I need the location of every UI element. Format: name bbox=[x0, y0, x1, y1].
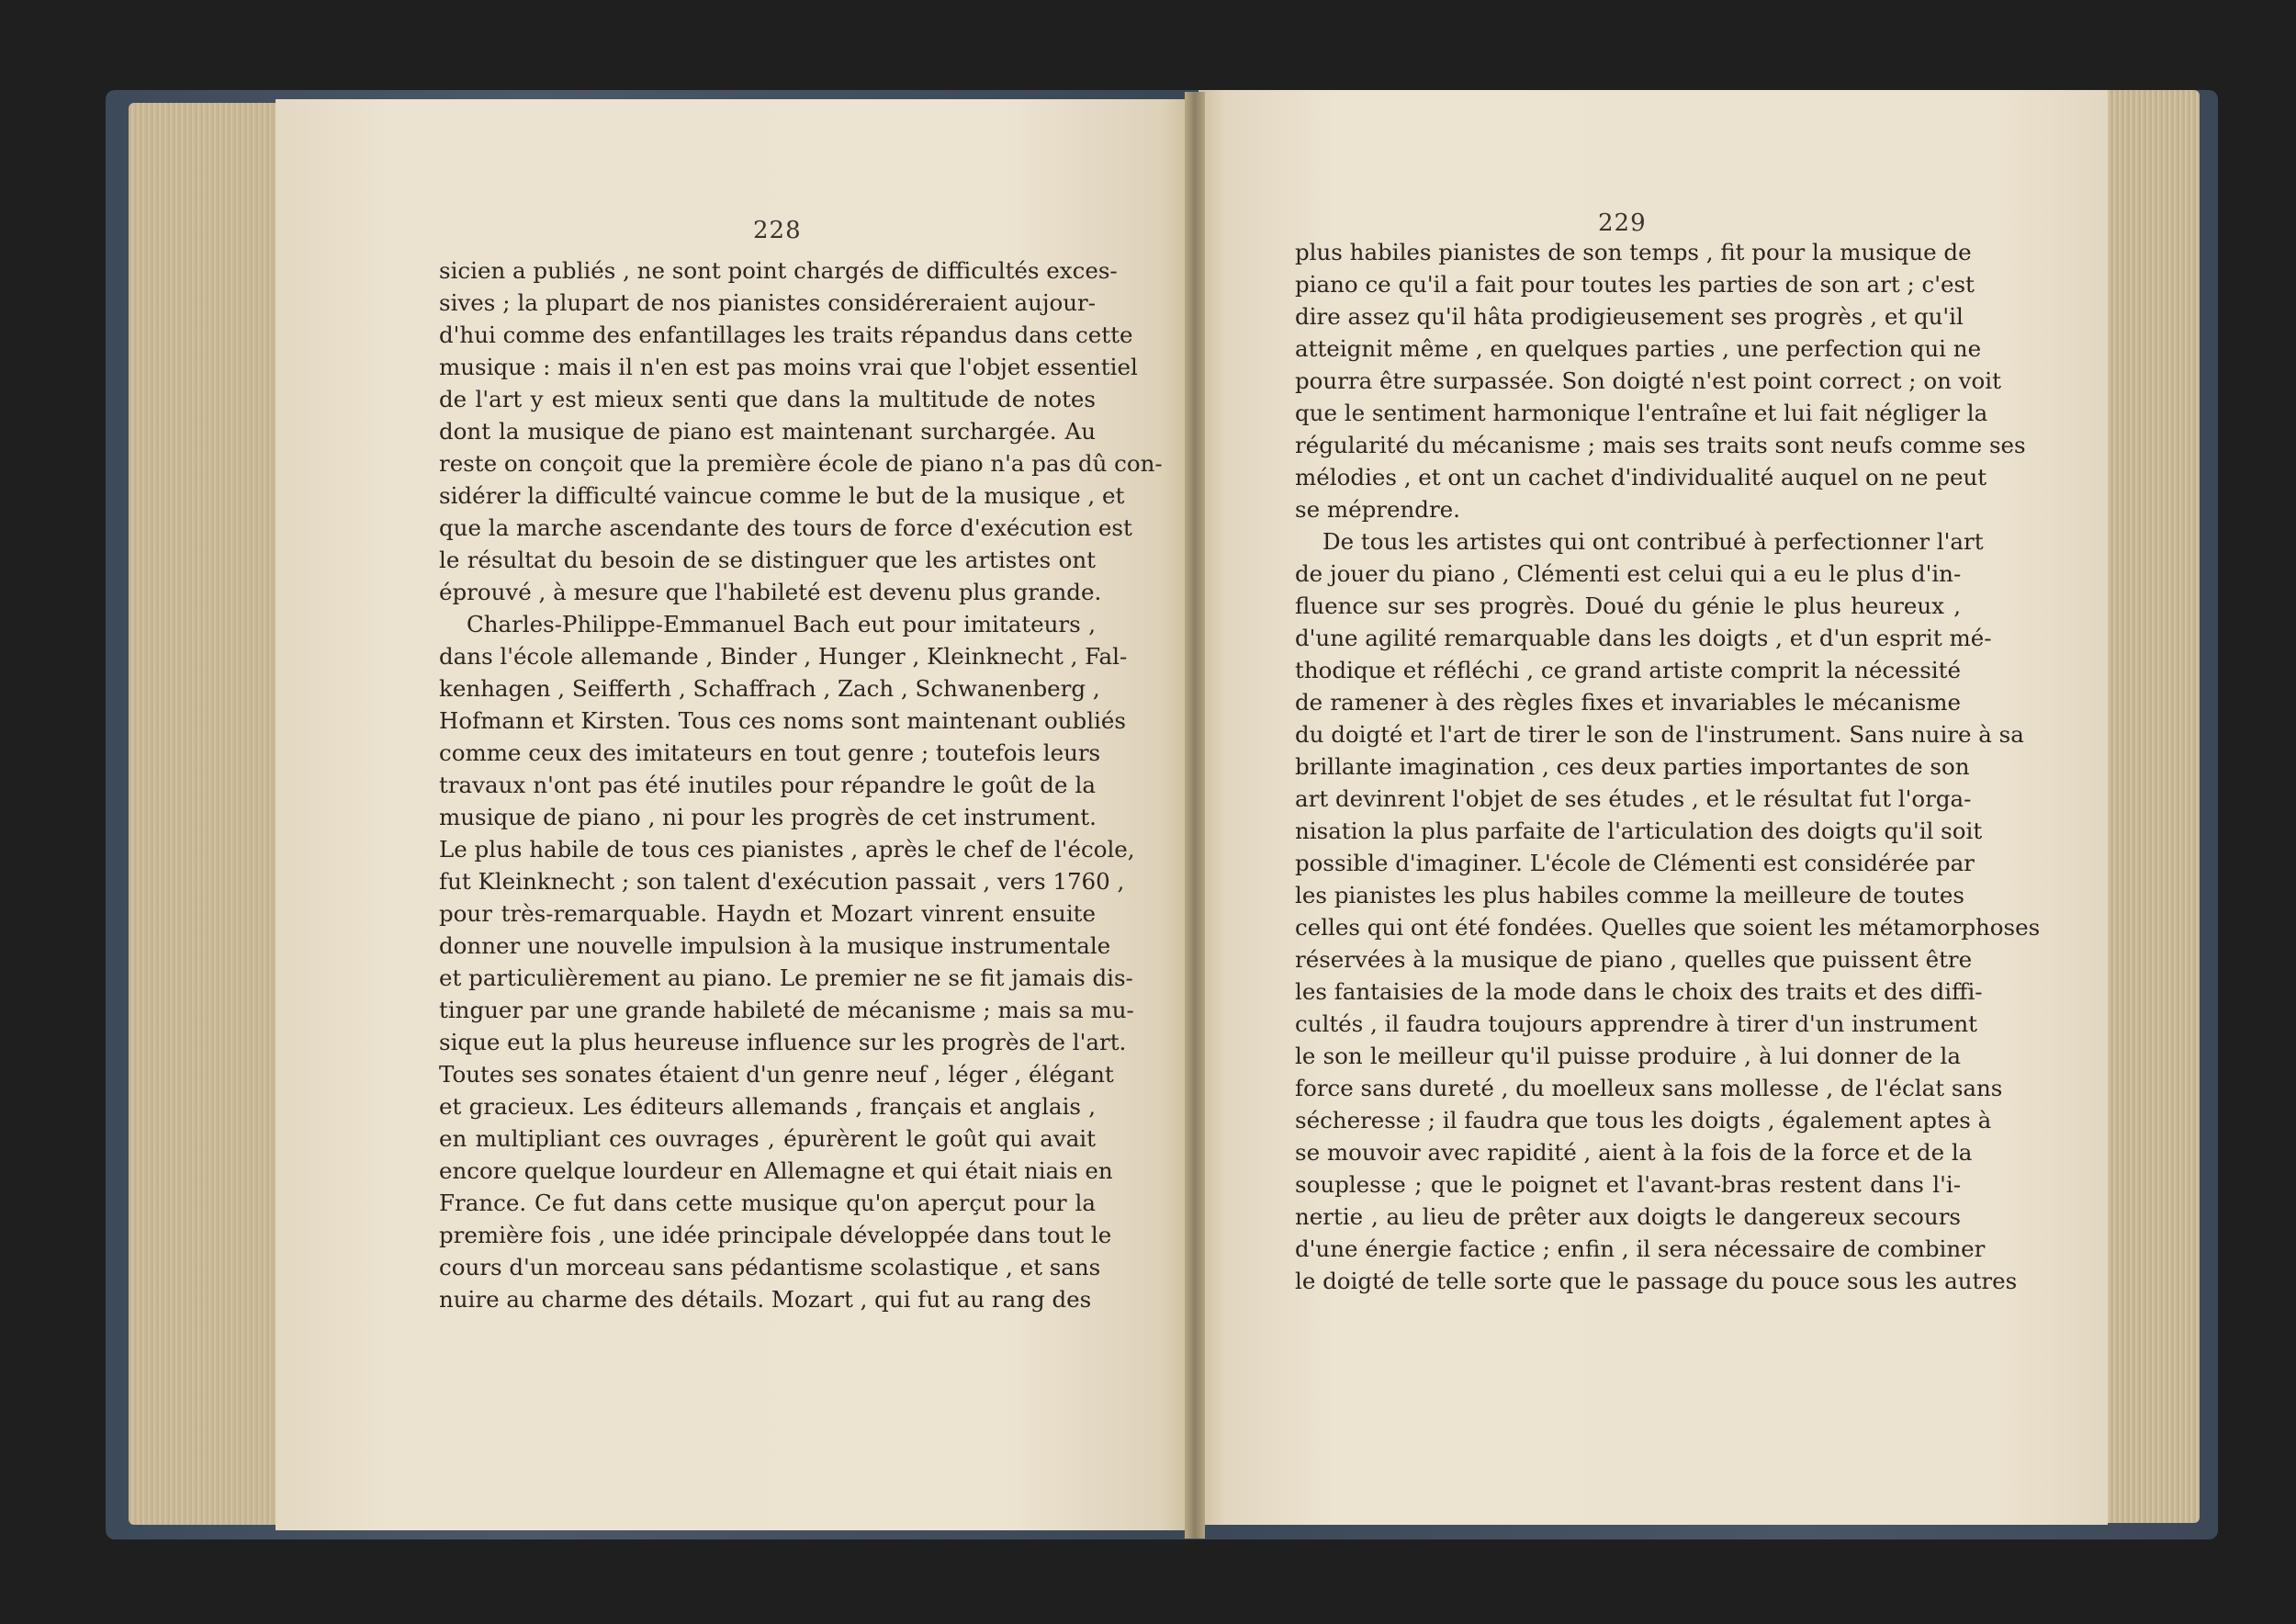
text-line: dire assez qu'il hâta prodigieusement ses progrès , et qu'il bbox=[1295, 303, 1964, 330]
text-line: tinguer par une grande habileté de mécanisme ; mais sa mu- bbox=[439, 997, 1134, 1023]
right-page-text bbox=[1295, 236, 2041, 1297]
text-line: possible d'imaginer. L'école de Clémenti est considérée par bbox=[1295, 850, 1975, 876]
text-line: sicien a publiés , ne sont point chargés de difficultés exces- bbox=[439, 257, 1118, 284]
right-page-number: 229 bbox=[1598, 209, 1647, 237]
text-line: musique de piano , ni pour les progrès de cet instrument. bbox=[439, 804, 1097, 830]
text-line: de l'art y est mieux senti que dans la multitude de notes bbox=[439, 386, 1096, 412]
text-line: donner une nouvelle impulsion à la musique instrumentale bbox=[439, 932, 1111, 959]
text-line: cours d'un morceau sans pédantisme scolastique , et sans bbox=[439, 1254, 1101, 1280]
text-line: sécheresse ; il faudra que tous les doigts , également aptes à bbox=[1295, 1107, 1992, 1133]
text-line: force sans dureté , du moelleux sans mollesse , de l'éclat sans bbox=[1295, 1075, 2003, 1101]
text-line: Toutes ses sonates étaient d'un genre neuf , léger , élégant bbox=[439, 1061, 1114, 1088]
text-line: les pianistes les plus habiles comme la meilleure de toutes bbox=[1295, 882, 1964, 908]
text-line: réservées à la musique de piano , quelles que puissent être bbox=[1295, 946, 1973, 973]
text-line: dont la musique de piano est maintenant surchargée. Au bbox=[439, 418, 1096, 445]
text-line: nertie , au lieu de prêter aux doigts le dangereux secours bbox=[1295, 1203, 1961, 1230]
text-line: kenhagen , Seifferth , Schaffrach , Zach , Schwanenberg , bbox=[439, 675, 1100, 702]
text-line: celles qui ont été fondées. Quelles que soient les métamorphoses bbox=[1295, 914, 2041, 941]
text-line: cultés , il faudra toujours apprendre à tirer d'un instrument bbox=[1295, 1010, 1977, 1037]
text-line: et gracieux. Les éditeurs allemands , français et anglais , bbox=[439, 1093, 1096, 1120]
text-line: le son le meilleur qu'il puisse produire , à lui donner de la bbox=[1295, 1043, 1961, 1069]
text-line: thodique et réfléchi , ce grand artiste comprit la nécessité bbox=[1295, 657, 1961, 683]
text-line: musique : mais il n'en est pas moins vrai que l'objet essentiel bbox=[439, 354, 1138, 380]
page-edges-right bbox=[2094, 90, 2200, 1523]
text-line: du doigté et l'art de tirer le son de l'instrument. Sans nuire à sa bbox=[1295, 721, 2024, 748]
text-line: fluence sur ses progrès. Doué du génie le plus heureux , bbox=[1295, 592, 1961, 619]
text-line: première fois , une idée principale développée dans tout le bbox=[439, 1222, 1112, 1248]
text-line: que le sentiment harmonique l'entraîne et lui fait négliger la bbox=[1295, 400, 1988, 426]
text-line: nisation la plus parfaite de l'articulation des doigts qu'il soit bbox=[1295, 818, 1983, 844]
text-line: les fantaisies de la mode dans le choix des traits et des diffi- bbox=[1295, 978, 1983, 1005]
text-line: pourra être surpassée. Son doigté n'est point correct ; on voit bbox=[1295, 367, 2001, 394]
text-line: fut Kleinknecht ; son talent d'exécution passait , vers 1760 , bbox=[439, 868, 1125, 895]
text-line: travaux n'ont pas été inutiles pour répandre le goût de la bbox=[439, 772, 1096, 798]
text-line: et particulièrement au piano. Le premier ne se fit jamais dis- bbox=[439, 964, 1133, 991]
text-line: piano ce qu'il a fait pour toutes les parties de son art ; c'est bbox=[1295, 271, 1975, 298]
text-line: Hofmann et Kirsten. Tous ces noms sont maintenant oubliés bbox=[439, 707, 1126, 734]
text-line: Charles-Philippe-Emmanuel Bach eut pour imitateurs , bbox=[467, 611, 1096, 637]
text-line: de ramener à des règles fixes et invariables le mécanisme bbox=[1295, 689, 1961, 716]
text-line: pour très-remarquable. Haydn et Mozart vinrent ensuite bbox=[439, 900, 1096, 927]
text-line: d'une énergie factice ; enfin , il sera nécessaire de combiner bbox=[1295, 1235, 1986, 1262]
text-line: que la marche ascendante des tours de force d'exécution est bbox=[439, 514, 1132, 541]
text-line: souplesse ; que le poignet et l'avant-bras restent dans l'i- bbox=[1295, 1171, 1961, 1198]
text-line: sique eut la plus heureuse influence sur les progrès de l'art. bbox=[439, 1029, 1127, 1055]
text-line: le résultat du besoin de se distinguer que les artistes ont bbox=[439, 547, 1096, 573]
text-line: De tous les artistes qui ont contribué à perfectionner l'art bbox=[1322, 528, 1984, 555]
left-page-text bbox=[439, 254, 1163, 1315]
text-line: sidérer la difficulté vaincue comme le but de la musique , et bbox=[439, 482, 1125, 509]
text-line: éprouvé , à mesure que l'habileté est devenu plus grande. bbox=[439, 579, 1102, 605]
text-line: Le plus habile de tous ces pianistes , après le chef de l'école, bbox=[439, 836, 1135, 863]
text-line: comme ceux des imitateurs en tout genre ; toutefois leurs bbox=[439, 739, 1101, 766]
text-line: de jouer du piano , Clémenti est celui qui a eu le plus d'in- bbox=[1295, 560, 1962, 587]
text-line: se mouvoir avec rapidité , aient à la fois de la force et de la bbox=[1295, 1139, 1973, 1166]
text-line: brillante imagination , ces deux parties importantes de son bbox=[1295, 753, 1970, 780]
text-line: reste on conçoit que la première école de piano n'a pas dû con- bbox=[439, 450, 1163, 477]
text-line: nuire au charme des détails. Mozart , qui fut au rang des bbox=[439, 1286, 1092, 1313]
text-line: France. Ce fut dans cette musique qu'on aperçut pour la bbox=[439, 1190, 1096, 1216]
text-line: d'une agilité remarquable dans les doigts , et d'un esprit mé- bbox=[1295, 625, 1992, 651]
left-page-number: 228 bbox=[753, 217, 802, 244]
text-line: plus habiles pianistes de son temps , fit pour la musique de bbox=[1295, 239, 1972, 265]
text-line: se méprendre. bbox=[1295, 496, 1460, 523]
text-line: le doigté de telle sorte que le passage du pouce sous les autres bbox=[1295, 1268, 2018, 1294]
text-line: art devinrent l'objet de ses études , et le résultat fut l'orga- bbox=[1295, 785, 1972, 812]
text-line: en multipliant ces ouvrages , épurèrent le goût qui avait bbox=[439, 1125, 1096, 1152]
book-gutter bbox=[1185, 92, 1205, 1539]
text-line: sives ; la plupart de nos pianistes considéreraient aujour- bbox=[439, 289, 1096, 316]
text-line: encore quelque lourdeur en Allemagne et qui était niais en bbox=[439, 1157, 1113, 1184]
text-line: d'hui comme des enfantillages les traits répandus dans cette bbox=[439, 321, 1133, 348]
text-line: dans l'école allemande , Binder , Hunger , Kleinknecht , Fal- bbox=[439, 643, 1128, 670]
text-line: atteignit même , en quelques parties , une perfection qui ne bbox=[1295, 335, 1982, 362]
text-line: mélodies , et ont un cachet d'individualité auquel on ne peut bbox=[1295, 464, 1987, 491]
text-line: régularité du mécanisme ; mais ses traits sont neufs comme ses bbox=[1295, 432, 2026, 458]
